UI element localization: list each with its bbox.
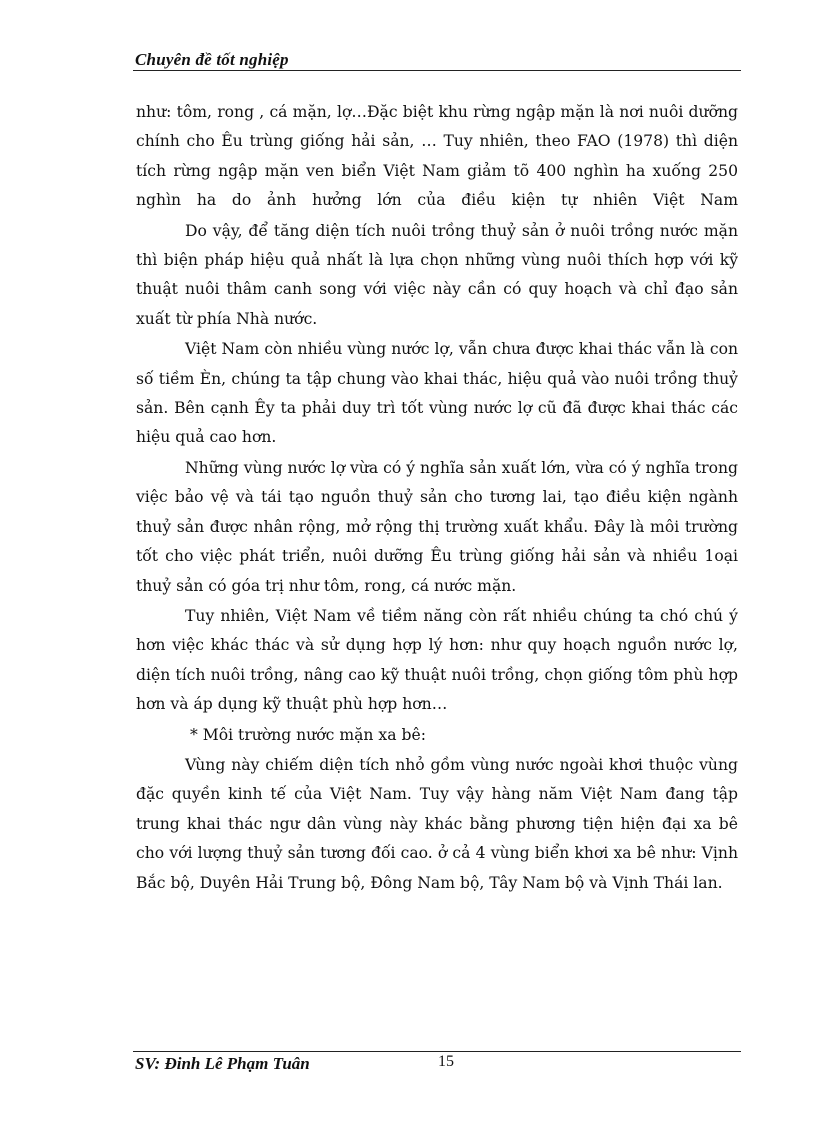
footer-divider: [133, 1051, 741, 1052]
paragraph-3: Việt Nam còn nhiều vùng nước lợ, vẫn chưa được khai thác vẫn là con số tiềm Èn, chúng ta tập chung vào khai thác, hiệu quả vào nuôi trồng thuỷ sản. Bên cạnh Êy ta phải duy trì tốt vùng nước lợ cũ đã được khai thác các hiệu quả cao hơn.: [136, 340, 738, 447]
header-divider: [133, 70, 741, 71]
paragraph-6: Vùng này chiếm diện tích nhỏ gồm vùng nước ngoài khơi thuộc vùng đặc quyền kinh tế của Việt Nam. Tuy vậy hàng năm Việt Nam đang tập trung khai thác ngư dân vùng này khác bằng phương tiện hiện đại xa bê cho với lượng thuỷ sản tương đối cao. ở cả 4 vùng biển khơi xa bê như: Vịnh Bắc bộ, Duyên Hải Trung bộ, Đông Nam bộ, Tây Nam bộ và Vịnh Thái lan.: [136, 755, 738, 892]
footer-author: SV: Đinh Lê Phạm Tuân: [135, 1054, 310, 1073]
paragraph-5: Tuy nhiên, Việt Nam về tiềm năng còn rất nhiều chúng ta chó chú ý hơn việc khác thác và sử dụng hợp lý hơn: như quy hoạch nguồn nước lợ, diện tích nuôi trồng, nâng cao kỹ thuật nuôi trồng, chọn giống tôm phù hợp hơn và áp dụng kỹ thuật phù hợp hơn…: [136, 606, 738, 714]
page-number: 15: [438, 1053, 454, 1070]
paragraph-2: Do vậy, để tăng diện tích nuôi trồng thuỷ sản ở nuôi trồng nước mặn thì biện pháp hiệu quả nhất là lựa chọn những vùng nuôi thích hợp với kỹ thuật nuôi thâm canh song với việc này cần có quy hoạch và chỉ đạo sản xuất từ phía Nhà nước.: [136, 221, 738, 328]
paragraph-1: như: tôm, rong , cá mặn, lợ…Đặc biệt khu rừng ngập mặn là nơi nuôi dưỡng chính cho Êu trùng giống hải sản, … Tuy nhiên, theo FAO (1978) thì diện tích rừng ngập mặn ven biển Việt Nam giảm tõ 400 nghìn ha xuống 250 nghìn ha do ảnh hưởng lớn của điều kiện tự nhiên Việt Nam: [136, 103, 738, 210]
header-title: Chuyên đề tốt nghiệp: [135, 50, 289, 69]
document-body: [136, 98, 738, 898]
paragraph-4: Những vùng nước lợ vừa có ý nghĩa sản xuất lớn, vừa có ý nghĩa trong việc bảo vệ và tái tạo nguồn thuỷ sản cho tương lai, tạo điều kiện ngành thuỷ sản được nhân rộng, mở rộng thị trường xuất khẩu. Đây là môi trường tốt cho việc phát triển, nuôi dưỡng Êu trùng giống hải sản và nhiều 1oại thuỷ sản có góa trị như tôm, rong, cá nước mặn.: [136, 458, 738, 595]
bullet-heading: * Môi trường nước mặn xa bê:: [190, 725, 426, 744]
